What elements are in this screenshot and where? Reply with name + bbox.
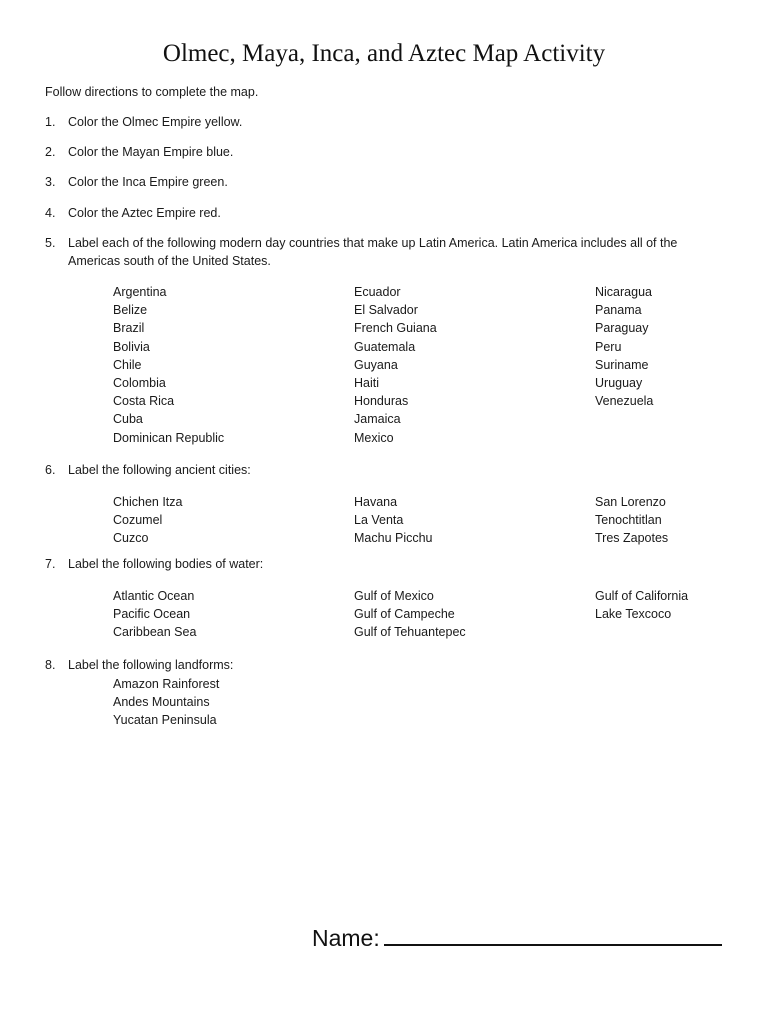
list-item: Guyana [354, 357, 398, 372]
list-item: Ecuador [354, 285, 401, 299]
step-number: 8. [45, 658, 56, 672]
step-text: Label each of the following modern day countries that make up Latin America. Latin America includes all of the Americas south of the United States. [68, 236, 678, 268]
name-label: Name: [312, 925, 380, 951]
waters-column-1 [113, 587, 196, 642]
list-item: Pacific Ocean [113, 607, 191, 622]
list-item: El Salvador [354, 303, 418, 318]
list-item: Venezuela [595, 394, 654, 409]
list-item: San Lorenzo [595, 495, 666, 509]
list-item: Paraguay [595, 321, 649, 336]
list-item: Tres Zapotes [595, 531, 669, 546]
list-item: Lake Texcoco [595, 607, 672, 622]
step-number: 5. [45, 236, 56, 250]
countries-column-1 [113, 283, 224, 447]
name-blank-line[interactable] [384, 918, 722, 946]
step-number: 1. [45, 115, 56, 129]
list-item: Haiti [354, 376, 380, 391]
list-item: Chile [113, 357, 142, 372]
countries-column-2 [354, 283, 437, 447]
list-item: Tenochtitlan [595, 513, 662, 528]
cities-column-2 [354, 493, 433, 548]
list-item: Cozumel [113, 513, 163, 528]
intro-text: Follow directions to complete the map. [45, 85, 259, 99]
list-item: Peru [595, 339, 622, 354]
list-item: Costa Rica [113, 394, 175, 409]
list-item: Cuba [113, 412, 143, 427]
page-title: Olmec, Maya, Inca, and Aztec Map Activity [162, 40, 606, 67]
list-item: La Venta [354, 513, 404, 528]
list-item: Belize [113, 303, 148, 318]
landforms-list [113, 675, 219, 730]
list-item: Gulf of California [595, 589, 689, 603]
step-number: 3. [45, 175, 56, 189]
list-item: Cuzco [113, 531, 149, 546]
list-item: Chichen Itza [113, 495, 183, 509]
list-item: Machu Picchu [354, 531, 433, 546]
waters-column-3 [595, 587, 688, 623]
list-item: French Guiana [354, 321, 437, 336]
list-item: Colombia [113, 376, 166, 391]
cities-column-1 [113, 493, 182, 548]
step-text: Color the Aztec Empire red. [68, 206, 221, 220]
step-number: 7. [45, 557, 56, 571]
list-item: Guatemala [354, 339, 416, 354]
list-item: Panama [595, 303, 642, 318]
waters-column-2 [354, 587, 466, 642]
list-item: Honduras [354, 394, 409, 409]
step-text: Color the Inca Empire green. [68, 175, 228, 189]
list-item: Bolivia [113, 339, 150, 354]
step-number: 2. [45, 145, 56, 159]
list-item: Brazil [113, 321, 145, 336]
list-item: Gulf of Mexico [354, 589, 434, 603]
list-item: Dominican Republic [113, 430, 225, 445]
step-number: 6. [45, 463, 56, 477]
list-item: Amazon Rainforest [113, 677, 220, 691]
list-item: Gulf of Campeche [354, 607, 455, 622]
list-item: Uruguay [595, 376, 643, 391]
list-item: Suriname [595, 357, 649, 372]
countries-column-3 [595, 283, 653, 410]
list-item: Jamaica [354, 412, 401, 427]
list-item: Nicaragua [595, 285, 652, 299]
list-item: Argentina [113, 285, 167, 299]
list-item: Mexico [354, 430, 394, 445]
step-number: 4. [45, 206, 56, 220]
list-item: Havana [354, 495, 398, 509]
list-item: Atlantic Ocean [113, 589, 195, 603]
name-field[interactable] [312, 918, 722, 955]
cities-column-3 [595, 493, 668, 548]
list-item: Caribbean Sea [113, 625, 197, 640]
step-text: Label the following landforms: [68, 658, 234, 672]
list-item: Andes Mountains [113, 695, 210, 710]
step-text: Color the Olmec Empire yellow. [68, 115, 243, 129]
step-text: Label the following bodies of water: [68, 557, 264, 571]
list-item: Gulf of Tehuantepec [354, 625, 466, 640]
step-text: Label the following ancient cities: [68, 463, 251, 477]
list-item: Yucatan Peninsula [113, 713, 217, 728]
step-text: Color the Mayan Empire blue. [68, 145, 234, 159]
